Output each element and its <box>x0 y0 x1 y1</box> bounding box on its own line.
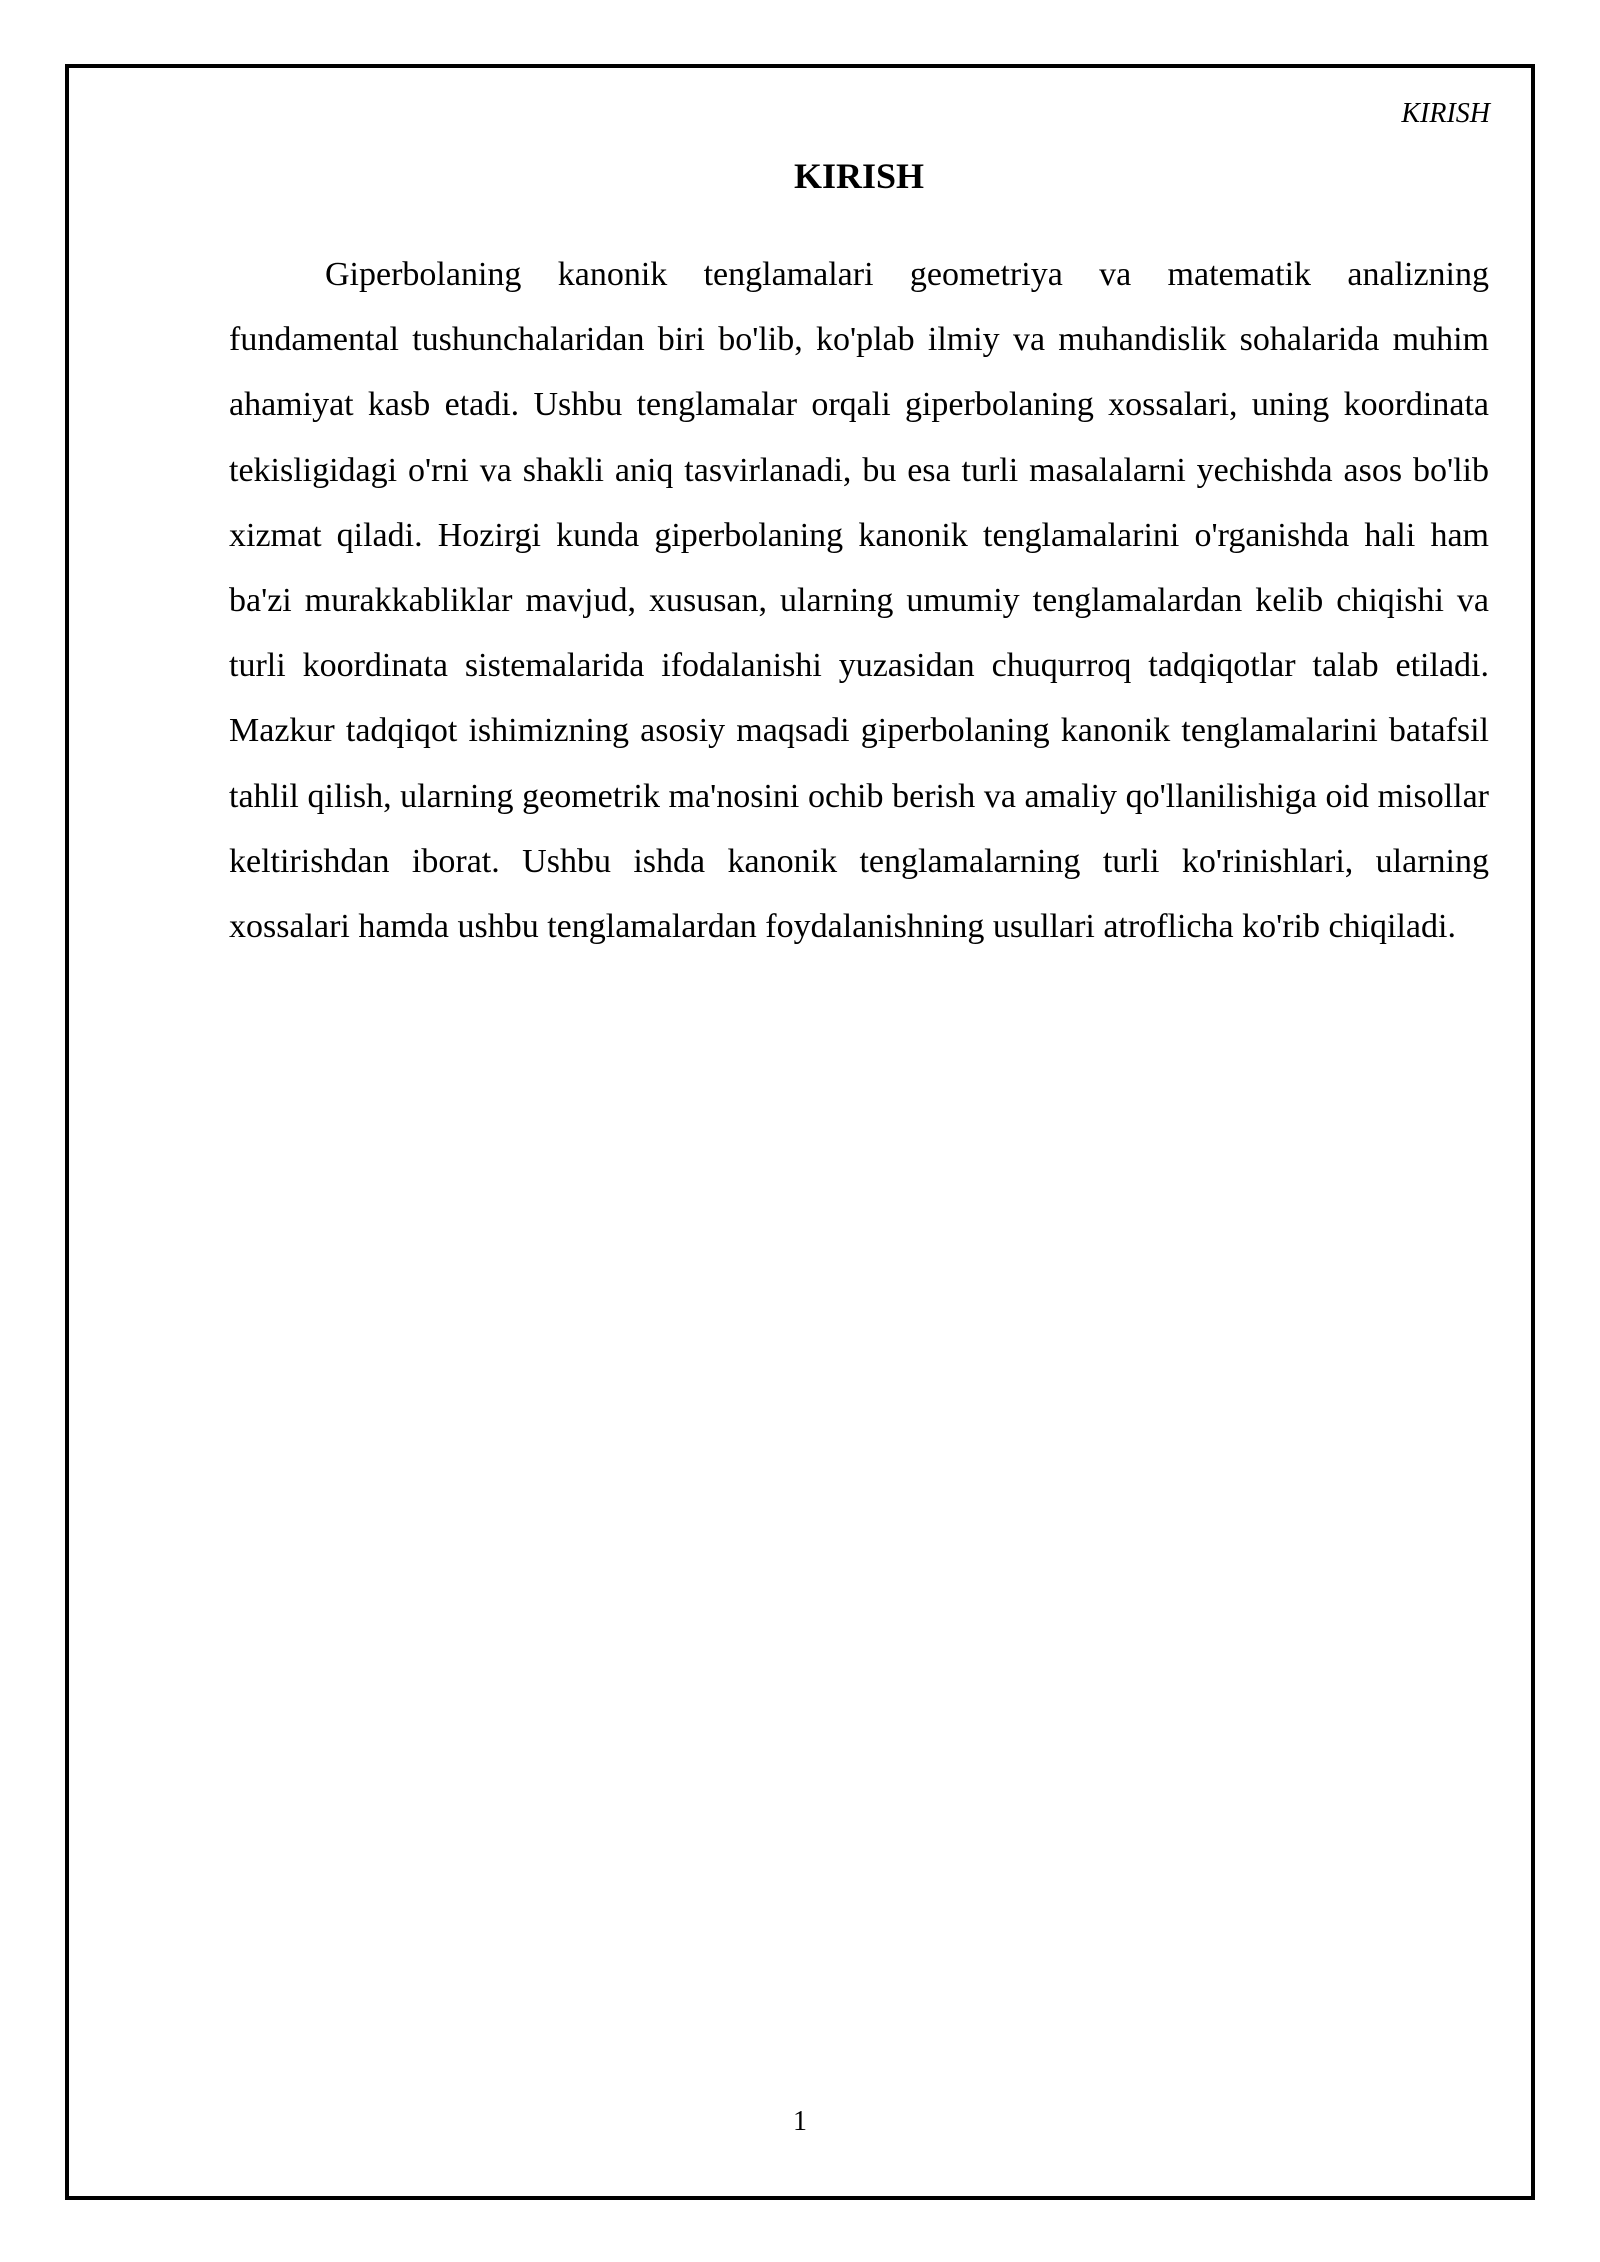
document-title: KIRISH <box>793 156 925 196</box>
body-paragraph: Giperbolaning kanonik tenglamalari geometriya va matematik analizning fundamental tushunchalaridan biri bo'lib, ko'plab ilmiy va muhandislik sohalarida muhim ahamiyat kasb etadi. Ushbu tenglamalar orqali giperbolaning xossalari, uning koordinata tekisligidagi o'rni va shakli aniq tasvirlanadi, bu esa turli masalalarni yechishda asos bo'lib xizmat qiladi. Hozirgi kunda giperbolaning kanonik tenglamalarini o'rganishda hali ham ba'zi murakkabliklar mavjud, xususan, ularning umumiy tenglamalardan kelib chiqishi va turli koordinata sistemalarida ifodalanishi yuzasidan chuqurroq tadqiqotlar talab etiladi. Mazkur tadqiqot ishimizning asosiy maqsadi giperbolaning kanonik tenglamalarini batafsil tahlil qilish, ularning geometrik ma'nosini ochib berish va amaliy qo'llanilishiga oid misollar keltirishdan iborat. Ushbu ishda kanonik tenglamalarning turli ko'rinishlari, ularning xossalari hamda ushbu tenglamalardan foydalanishning usullari atroflicha ko'rib chiqiladi. <box>229 256 1489 946</box>
page-number: 1 <box>793 2106 807 2137</box>
running-header: KIRISH <box>1401 98 1490 129</box>
